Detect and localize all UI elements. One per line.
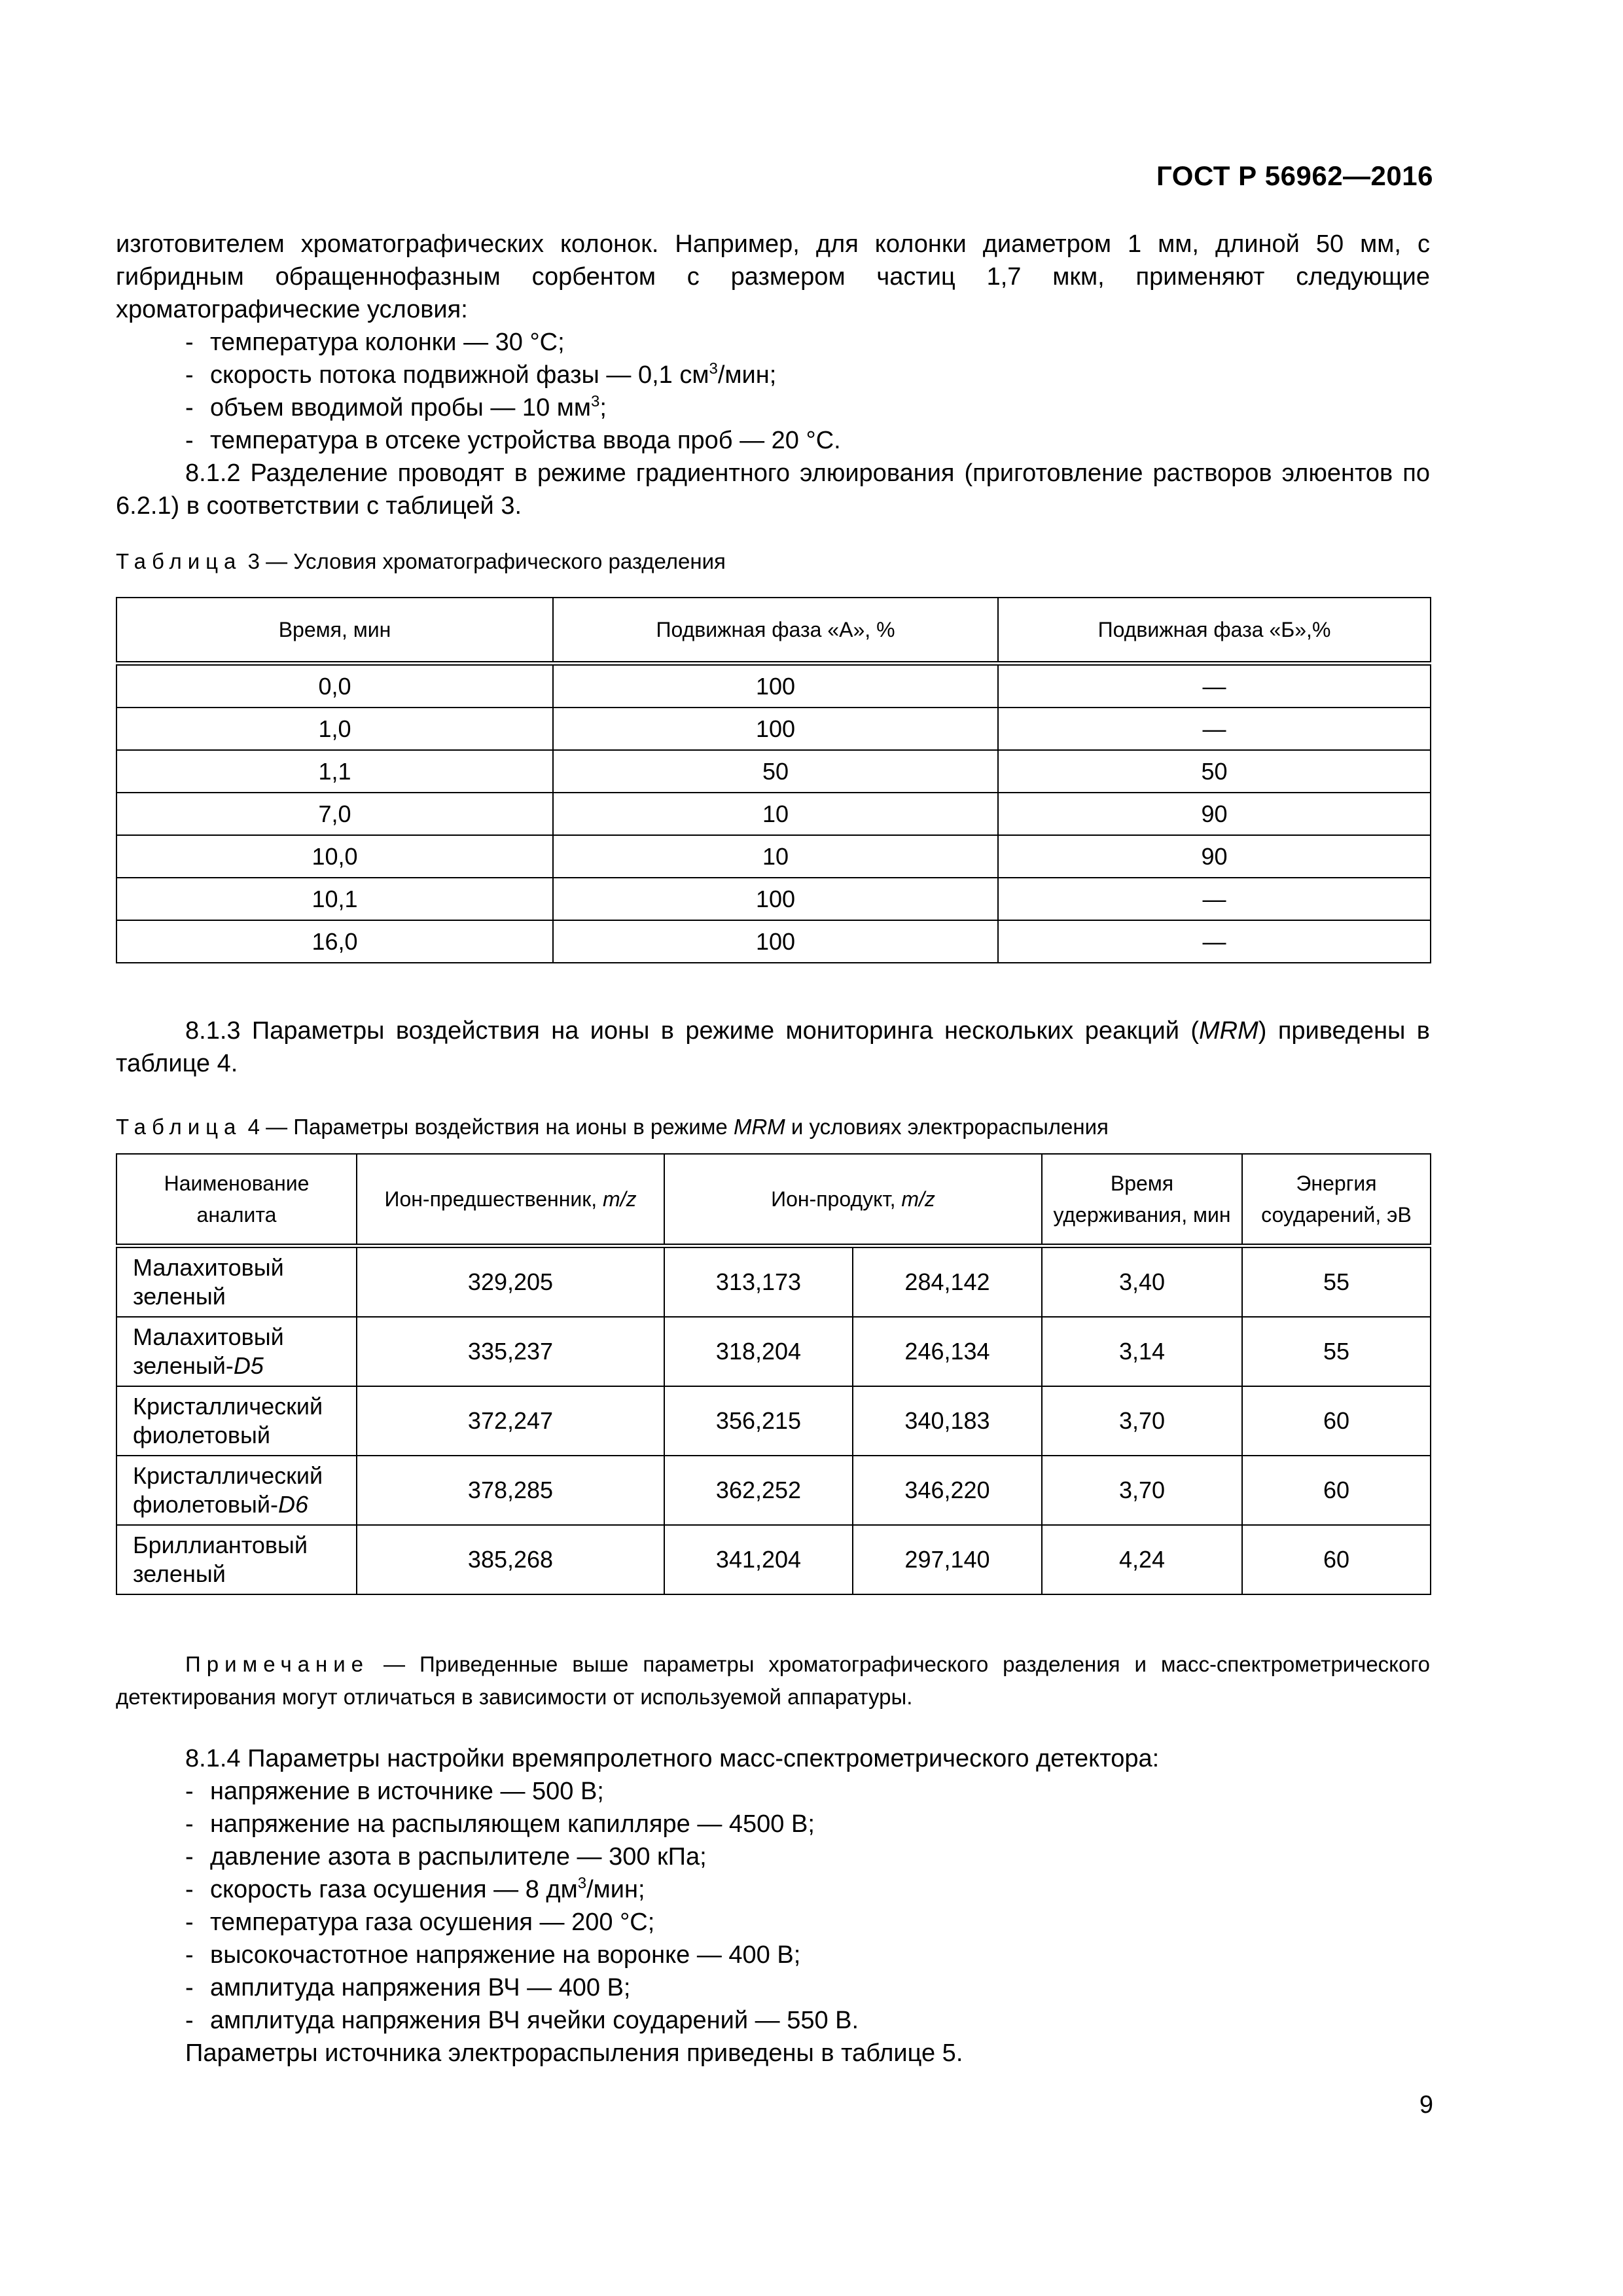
document-code: ГОСТ Р 56962—2016 [1156,160,1433,191]
table-row: 16,0 100 — [116,920,1431,963]
table4-header-row [116,1154,1431,1246]
setting-item: - скорость газа осушения — 8 $дм^3$/мин; [185,1874,645,1903]
table-row: Бриллиантовый зеленый 385,268 341,204 297,140 4,24 60 [116,1525,1431,1594]
column-header-precursor: Ион-предшественник, m/z [357,1154,664,1246]
table3-gradient-conditions [116,597,1431,963]
column-header-phase-b: Подвижная фаза «Б»,% [998,598,1431,664]
condition-item: - объем вводимой пробы — 10 $мм^3$; [185,393,607,422]
table-row: 7,0 10 90 [116,793,1431,835]
table3-caption [116,547,1430,576]
table-row: Малахитовый зеленый-D5 335,237 318,204 246,134 3,14 55 [116,1317,1431,1386]
analyte-name: Кристаллический фиолетовый-D6 [116,1456,357,1525]
table3-container [116,597,1430,963]
column-header-time: Время, мин [116,598,553,664]
setting-item: - напряжение в источнике — 500 В; [185,1778,604,1805]
chromatography-conditions-list [116,326,1430,457]
setting-item: - давление азота в распылителе — 300 кПа; [185,1843,707,1871]
note-label: Примечание [185,1652,370,1676]
table-row: 1,0 100 — [116,708,1431,750]
section-8-1-4 [116,1742,1430,2070]
setting-item: - амплитуда напряжения ВЧ — 400 В; [185,1974,631,2001]
table-row: Кристаллический фиолетовый 372,247 356,215 340,183 3,70 60 [116,1386,1431,1456]
setting-item: - высокочастотное напряжение на воронке — 400 В; [185,1941,801,1969]
table-row: 1,1 50 50 [116,750,1431,793]
table3-caption-label: Таблица [116,549,242,573]
table-row: Малахитовый зеленый 329,205 313,173 284,142 3,40 55 [116,1246,1431,1318]
table4-mrm-parameters [116,1153,1431,1595]
section-8-1-4-heading: 8.1.4 Параметры настройки времяпролетного масс-спектрометрического детектора: [185,1745,1160,1772]
condition-item: - температура колонки — 30 °С; [185,329,565,356]
condition-item: - скорость потока подвижной фазы — 0,1 $см^3$/мин; [185,360,777,389]
table3-caption-number: 3 [247,549,260,573]
column-header-product: Ион-продукт, m/z [664,1154,1042,1246]
section-8-1-3: 8.1.3 Параметры воздействия на ионы в режиме мониторинга нескольких реакций (MRM) приведены в таблице 4. [116,1017,1430,1077]
table-row: Кристаллический фиолетовый-D6 378,285 362,252 346,220 3,70 60 [116,1456,1431,1525]
table3-caption-title: — Условия хроматографического разделения [266,549,726,573]
condition-item: - температура в отсеке устройства ввода проб — 20 °С. [185,427,841,454]
setting-item: - амплитуда напряжения ВЧ ячейки соударений — 550 В. [185,2007,859,2034]
closing-sentence: Параметры источника электрораспыления приведены в таблице 5. [185,2039,963,2067]
table3-header-row [116,598,1431,664]
intro-block [116,228,1430,522]
analyte-name: Бриллиантовый зеленый [116,1525,357,1594]
analyte-name: Кристаллический фиолетовый [116,1386,357,1456]
table-row: 10,1 100 — [116,878,1431,920]
section-8-1-2: 8.1.2 Разделение проводят в режиме градиентного элюирования (приготовление растворов элюентов по 6.2.1) в соответствии с таблицей 3. [116,459,1430,520]
detector-settings-list [116,1775,1430,2037]
setting-item: - температура газа осушения — 200 °С; [185,1909,655,1936]
analyte-name: Малахитовый зеленый-D5 [116,1317,357,1386]
column-header-energy: Энергия соударений, эВ [1242,1154,1431,1246]
table4-caption-number: 4 [247,1115,260,1139]
column-header-retention: Время удерживания, мин [1042,1154,1242,1246]
table-row: 0,0 100 — [116,664,1431,708]
column-header-phase-a: Подвижная фаза «А», % [553,598,998,664]
table4-container [116,1153,1430,1595]
table4-caption-label: Таблица [116,1115,242,1139]
note-block [116,1648,1430,1713]
note-text: — Приведенные выше параметры хроматографического разделения и масс-спектрометрического детектирования могут отличаться в зависимости от используемой аппаратуры. [116,1652,1430,1709]
setting-item: - напряжение на распыляющем капилляре — 4500 В; [185,1810,815,1838]
column-header-analyte: Наименование аналита [116,1154,357,1246]
table-row: 10,0 10 90 [116,835,1431,878]
analyte-name: Малахитовый зеленый [116,1246,357,1318]
table4-caption: Таблица 4 — Параметры воздействия на ионы в режиме MRM и условиях электрораспыления [116,1115,1109,1139]
intro-paragraph: изготовителем хроматографических колонок. Например, для колонки диаметром 1 мм, длиной 50 мм, с гибридным обращеннофазным сорбентом с размером частиц 1,7 мкм, применяют следующие хроматографические условия: [116,230,1430,323]
page-number: 9 [1419,2091,1433,2119]
